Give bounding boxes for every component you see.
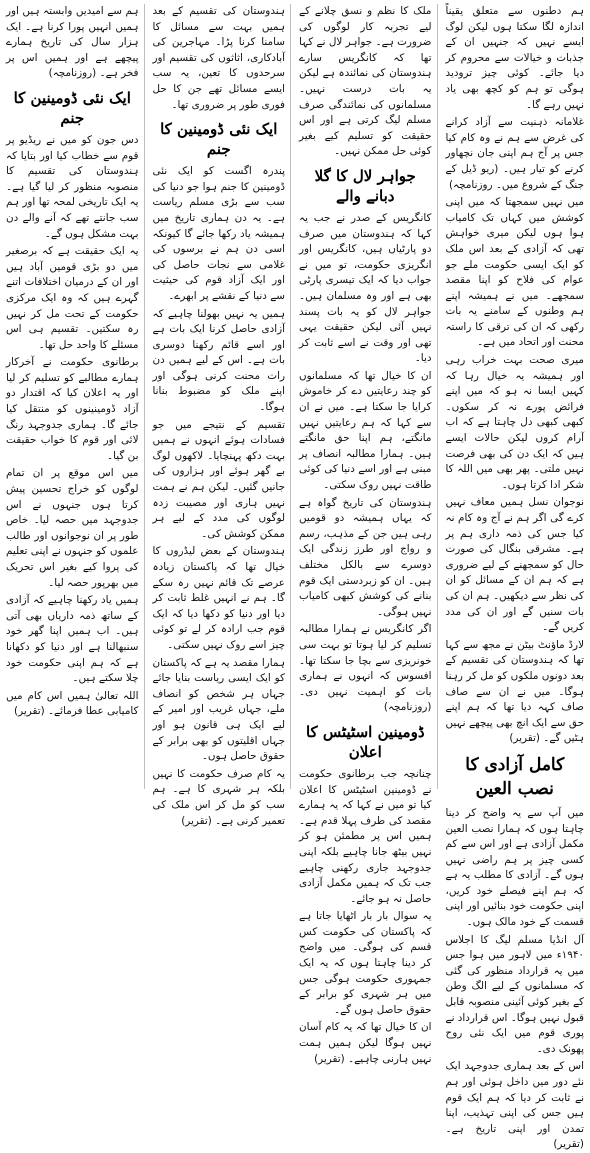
paragraph: میں آپ سے یہ واضح کر دینا چاہتا ہوں کہ ہمارا نصب العین مکمل آزادی ہے اور اس سے کم کسی چیز پر ہم راضی نہیں ہوں گے۔ آزادی کا مطلب یہ ہے کہ ہم اپنے فیصلے خود کریں، اپنی حکومت خود بنائیں اور اپنی قسمت کے خود مالک ہوں۔ xyxy=(445,806,584,929)
paragraph: اگر کانگریس نے ہمارا مطالبہ تسلیم کر لیا ہوتا تو بہت سی خونریزی سے بچا جا سکتا تھا۔ افسوس کہ انہوں نے ہماری بات کو اہمیت نہیں دی۔ (روزنامچہ) xyxy=(299,623,432,714)
paragraph: چنانچہ جب برطانوی حکومت نے ڈومینین اسٹیٹس کا اعلان کیا تو میں نے کہا کہ یہ ہمارے مقصد کی طرف پہلا قدم ہے۔ ہمیں اس پر مطمئن ہو کر نہیں بیٹھ جانا چاہیے بلکہ اپنی جدوجہد جاری رکھنی چاہیے جب تک کہ ہمیں مکمل آزادی حاصل نہ ہو جائے۔ xyxy=(299,767,432,905)
paragraph: لارڈ ماؤنٹ بیٹن نے مجھ سے کہا تھا کہ ہندوستان کی تقسیم کے بعد دونوں ملکوں کو مل کر رہنا ہوگا۔ میں نے ان سے صاف صاف کہہ دیا تھا کہ ہم اپنے حق سے ایک انچ بھی پیچھے نہیں ہٹیں گے۔ (تقریر) xyxy=(445,638,584,745)
paragraph: ہمیں یہ نہیں بھولنا چاہیے کہ آزادی حاصل کرنا ایک بات ہے اور اسے قائم رکھنا دوسری بات ہے۔ اس کے لیے ہمیں دن رات محنت کرنی ہوگی اور اپنے ملک کو مضبوط بنانا ہوگا۔ xyxy=(152,307,285,414)
paragraph: یہ ایک حقیقت ہے کہ برصغیر میں دو بڑی قومیں آباد ہیں اور ان کے درمیان اختلافات اتنے گہرے ہیں کہ وہ ایک مرکزی حکومت کے تحت مل کر نہیں رہ سکتیں۔ تقسیم ہی اس مسئلے کا واحد حل تھا۔ xyxy=(6,245,139,351)
paragraph: غلامانہ ذہنیت سے آزاد کرانے کی غرض سے ہم نے وہ کام کیا جس پر آج ہم اپنی جان نچھاور کرنے کو تیار ہیں۔ (ریو ڈیل کے جنگ کے شروع میں۔ روزنامچہ) xyxy=(445,116,584,191)
paragraph: ہندوستان کی تاریخ گواہ ہے کہ یہاں ہمیشہ دو قومیں رہی ہیں جن کے مذہب، رسم و رواج اور طرز زندگی ایک دوسرے سے بالکل مختلف ہیں۔ ان کو زبردستی ایک قوم بنانے کی کوشش کبھی کامیاب نہیں ہوگی۔ xyxy=(299,496,432,618)
paragraph: کانگریس کے صدر نے جب یہ کہا کہ ہندوستان میں صرف دو پارٹیاں ہیں، کانگریس اور انگریزی حکومت، تو میں نے جواب دیا کہ ایک تیسری پارٹی بھی ہے اور وہ مسلمان ہیں۔ جواہر لال کو یہ بات پسند نہیں آئی لیکن حقیقت یہی تھی اور وقت نے اسے ثابت کر دیا۔ xyxy=(299,211,432,365)
paragraph: میری صحت بہت خراب رہی اور ہمیشہ یہ خیال رہا کہ کہیں ایسا نہ ہو کہ میں اپنے فرائض پورے نہ کر سکوں۔ کبھی کبھی دل چاہتا ہے کہ اب آرام کروں لیکن حالات ایسے ہیں کہ ایک دن کی بھی فرصت نہیں ملتی۔ پھر بھی میں اللہ کا شکر ادا کرتا ہوں۔ xyxy=(445,354,584,491)
paragraph: ہم دطنوں سے متعلق یقیناً اندازہ لگا سکتا ہوں لیکن لوگ ایسے نہیں کہ جنہیں ان کے جذبات و خیالات سے محروم کر دیا جائے۔ کوئی چیز ترودید ہوگی تو ہم کو کچھ بھی یاد نہیں رہے گا۔ xyxy=(445,5,584,111)
paragraph: یہ سوال بار بار اٹھایا جاتا ہے کہ پاکستان کی حکومت کس قسم کی ہوگی۔ میں واضح کر دینا چاہتا ہوں کہ یہ ایک جمہوری حکومت ہوگی جس میں ہر شہری کو برابر کے حقوق حاصل ہوں گے۔ xyxy=(299,910,432,1016)
paragraph: پندرہ اگست کو ایک نئی ڈومینین کا جنم ہوا جو دنیا کی سب سے بڑی مسلم ریاست ہے۔ یہ دن ہماری تاریخ میں ہمیشہ یاد رکھا جائے گا کیونکہ اسی دن ہم نے برسوں کی غلامی سے نجات حاصل کی اور ایک آزاد قوم کی حیثیت سے دنیا کے نقشے پر ابھرے۔ xyxy=(152,165,285,302)
column-4 xyxy=(6,4,145,789)
paragraph: ہمارا مقصد یہ ہے کہ پاکستان کو ایک ایسی ریاست بنایا جائے جہاں ہر شخص کو انصاف ملے، جہاں غریب اور امیر کے لیے ایک ہی قانون ہو اور جہاں اقلیتوں کو بھی برابر کے حقوق حاصل ہوں۔ xyxy=(152,656,285,763)
paragraph: آل انڈیا مسلم لیگ کا اجلاس ۱۹۴۰ء میں لاہور میں ہوا جس میں یہ قرارداد منظور کی گئی کہ مسلمانوں کے لیے الگ وطن کے بغیر کوئی آئینی منصوبہ قابل قبول نہیں ہوگا۔ اس قرارداد نے پوری قوم میں ایک نئی روح پھونک دی۔ xyxy=(445,933,584,1055)
paragraph: میں نہیں سمجھتا کہ میں اپنی کوشش میں کہاں تک کامیاب ہوا ہوں لیکن میری خواہش تھی کہ آزادی کے بعد اس ملک کو ایک ایسی حکومت ملے جو عوام کی فلاح کو اپنا مقصد سمجھے۔ میں نے ہمیشہ اپنے ہم وطنوں کے سامنے یہ بات رکھی کہ ان کی ترقی کا راستہ محنت اور اتحاد میں ہے۔ xyxy=(445,196,584,349)
section-heading: ایک نئی ڈومینین کا جنم xyxy=(160,120,278,159)
paragraph: تقسیم کے نتیجے میں جو فسادات ہوئے انہوں نے ہمیں بہت دکھ پہنچایا۔ لاکھوں لوگ بے گھر ہوئے اور ہزاروں کی جانیں گئیں۔ لیکن ہم نے ہمت نہیں ہاری اور مصیبت زدہ لوگوں کی مدد کے لیے ہر ممکن کوشش کی۔ xyxy=(152,418,285,540)
paragraph: اس کے بعد ہماری جدوجہد ایک نئے دور میں داخل ہوئی اور ہم نے ثابت کر دیا کہ ہم ایک قوم ہیں جس کی اپنی تہذیب، اپنا تمدن اور اپنی تاریخ ہے۔ (تقریر) xyxy=(445,1060,584,1151)
section-heading: ڈومینین اسٹیٹس کا اعلان xyxy=(305,722,425,761)
paragraph: ان کا خیال تھا کہ یہ کام آسان نہیں ہوگا لیکن ہمیں ہمت نہیں ہارنی چاہیے۔ (تقریر) xyxy=(299,1021,432,1065)
paragraph: یہ کام صرف حکومت کا نہیں بلکہ ہر شہری کا ہے۔ ہم سب کو مل کر اس ملک کی تعمیر کرنی ہے۔ (تقریر) xyxy=(152,767,285,827)
paragraph: ملک کا نظم و نسق چلانے کے لیے تجربہ کار لوگوں کی ضرورت ہے۔ جواہر لال نے کہا تھا کہ کانگریس سارے ہندوستان کی نمائندہ ہے لیکن یہ بات درست نہیں۔ مسلمانوں کی نمائندگی صرف مسلم لیگ کرتی ہے اور اس حقیقت کو تسلیم کیے بغیر کوئی حل ممکن نہیں۔ xyxy=(299,5,432,158)
paragraph: ہندوستان کی تقسیم کے بعد ہمیں بہت سے مسائل کا سامنا کرنا پڑا۔ مہاجرین کی آبادکاری، اثاثوں کی تقسیم اور سرحدوں کا تعین، یہ سب ایسے مسائل تھے جن کا حل فوری طور پر ضروری تھا۔ xyxy=(152,5,285,111)
column-1 xyxy=(445,4,585,1151)
section-heading: ایک نئی ڈومینین کا جنم xyxy=(13,88,131,127)
paragraph: نوجوان نسل ہمیں معاف نہیں کرے گی اگر ہم نے آج وہ کام نہ کیا جس کی ذمہ داری ہم پر ہے۔ مشرقی بنگال کی صورت حال کو سمجھنے کے لیے ضروری ہے کہ ہم ان کے مسائل کو ان کی نظر سے دیکھیں۔ ہم ان کی بات سنیں گے اور ان کی مدد کریں گے۔ xyxy=(445,496,584,634)
paragraph: ہمیں یاد رکھنا چاہیے کہ آزادی کے ساتھ ذمہ داریاں بھی آتی ہیں۔ اب ہمیں اپنا گھر خود سنبھالنا ہے اور دنیا کو دکھانا ہے کہ ہم اپنی حکومت خود چلا سکتے ہیں۔ xyxy=(6,594,139,685)
paragraph: میں اس موقع پر ان تمام لوگوں کو خراج تحسین پیش کرتا ہوں جنہوں نے اس جدوجہد میں حصہ لیا۔ خاص طور پر ان نوجوانوں اور طالب علموں کو جنہوں نے اپنی تعلیم کی پروا کیے بغیر اس تحریک میں بھرپور حصہ لیا۔ xyxy=(6,467,139,589)
section-heading: جواہر لال کا گلا دبانے والے xyxy=(314,166,416,205)
column-3 xyxy=(152,4,292,827)
section-heading: کامل آزادی کا نصب العین xyxy=(465,754,565,799)
paragraph: ان کا خیال تھا کہ مسلمانوں کو چند رعایتیں دے کر خاموش کرایا جا سکتا ہے۔ میں نے ان سے کہا کہ ہم رعایتیں نہیں مانگتے، ہم اپنا حق مانگتے ہیں۔ ہمارا مطالبہ انصاف پر مبنی ہے اور اسے دنیا کی کوئی طاقت نہیں روک سکتی۔ xyxy=(299,369,432,492)
paragraph: برطانوی حکومت نے آخرکار ہمارے مطالبے کو تسلیم کر لیا اور یہ اعلان کیا کہ اقتدار دو آزاد ڈومینینوں کو منتقل کیا جائے گا۔ ہماری جدوجہد رنگ لائی اور قوم کا خواب حقیقت بن گیا۔ xyxy=(6,356,139,462)
paragraph: ہندوستان کے بعض لیڈروں کا خیال تھا کہ پاکستان زیادہ عرصے تک قائم نہیں رہ سکے گا۔ ہم نے انہیں غلط ثابت کر دیا اور دنیا کو دکھا دیا کہ ایک قوم جب ارادہ کر لے تو کوئی چیز اسے روک نہیں سکتی۔ xyxy=(152,545,285,651)
paragraph: دس جون کو میں نے ریڈیو پر قوم سے خطاب کیا اور بتایا کہ ہندوستان کی تقسیم کا منصوبہ منظور کر لیا گیا ہے۔ یہ ایک تاریخی لمحہ تھا اور ہم سب جانتے تھے کہ آنے والے دن بہت مشکل ہوں گے۔ xyxy=(6,133,139,240)
column-2 xyxy=(299,4,438,1065)
paragraph: اللہ تعالیٰ ہمیں اس کام میں کامیابی عطا فرمائے۔ (تقریر) xyxy=(6,689,139,718)
paragraph: ہم سے امیدیں وابستہ ہیں اور ہمیں انہیں پورا کرنا ہے۔ ایک ہزار سال کی تاریخ ہمارے پیچھے ہے اور ہمیں اس پر فخر ہے۔ (روزنامچہ) xyxy=(6,5,139,80)
